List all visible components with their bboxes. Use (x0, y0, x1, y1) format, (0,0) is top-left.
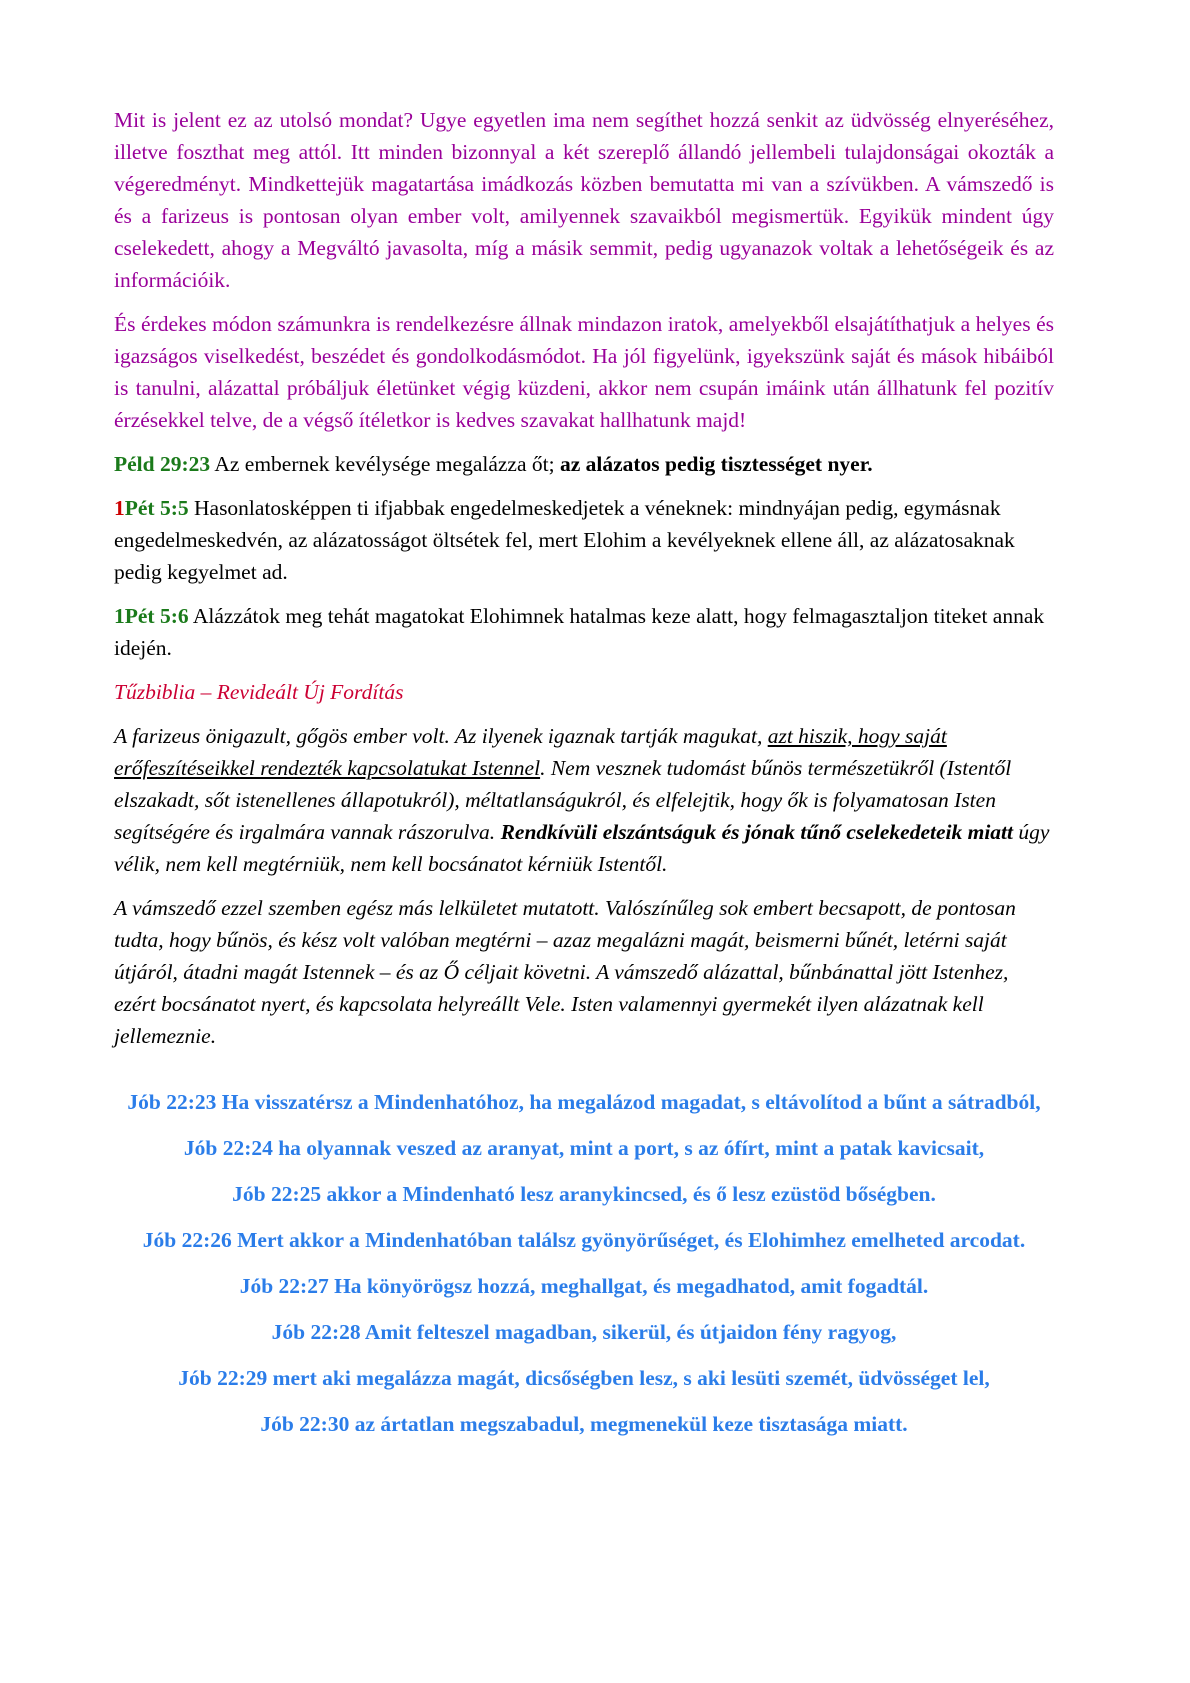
job-verse: Jób 22:26 Mert akkor a Mindenhatóban találsz gyönyörűséget, és Elohimhez emelheted arcodat. (142, 1228, 1026, 1252)
verse-ref: Péld 29:23 (114, 452, 211, 476)
verse-text: Alázzátok meg tehát magatokat Elohimnek hatalmas keze alatt, hogy felmagasztaljon titeket annak idején. (114, 604, 1045, 660)
commentary-text: A farizeus önigazult, gőgös ember volt. Az ilyenek igaznak tartják magukat, (114, 724, 768, 748)
verse-1pet-5-5 (114, 492, 1054, 588)
job-verses (114, 1086, 1054, 1440)
verse-ref-number: 1 (114, 496, 125, 520)
verse-text: Hasonlatosképpen ti ifjabbak engedelmeskedjetek a véneknek: mindnyájan pedig, egymásnak engedelmeskedvén, az alázatosságot öltsétek fel, mert Elohim a kevélyeknek ellene áll, az alázatosaknak pedig kegyelmet ad. (114, 496, 1015, 584)
job-verse: Jób 22:23 Ha visszatérsz a Mindenhatóhoz, ha megalázod magadat, s eltávolítod a bűnt a sátradból, (127, 1090, 1041, 1114)
verse-1pet-5-6 (114, 600, 1054, 664)
job-verse: Jób 22:28 Amit felteszel magadban, sikerül, és útjaidon fény ragyog, (271, 1320, 897, 1344)
job-verse: Jób 22:27 Ha könyörögsz hozzá, meghallgat, és megadhatod, amit fogadtál. (239, 1274, 929, 1298)
verse-ref: 1Pét 5:6 (114, 604, 189, 628)
source-label: Tűzbiblia – Revideált Új Fordítás (114, 680, 404, 704)
verse-peld-29-23 (114, 448, 1054, 480)
job-verse: Jób 22:25 akkor a Mindenható lesz aranykincsed, és ő lesz ezüstöd bőségben. (232, 1182, 936, 1206)
job-verse: Jób 22:29 mert aki megalázza magát, dicsőségben lesz, s aki lesüti szemét, üdvösséget lel, (178, 1366, 990, 1390)
verse-text: Az embernek kevélysége megalázza őt; (210, 452, 560, 476)
commentary-text: úgy vélik, nem kell megtérniük, nem kell bocsánatot kérniük Istentől. (114, 820, 1050, 876)
commentary-underlined: azt hiszik, hogy saját erőfeszítéseikkel rendezték kapcsolatukat Istennel (114, 724, 947, 780)
commentary-paragraph-2: A vámszedő ezzel szemben egész más lelkületet mutatott. Valószínűleg sok embert becsapott, de pontosan tudta, hogy bűnös, és kész volt valóban megtérni – azaz megalázni magát, beismerni bűnét, letérni saját útjáról, átadni magát Istennek – és az Ő céljait követni. A vámszedő alázattal, bűnbánattal jött Istenhez, ezért bocsánatot nyert, és kapcsolata helyreállt Vele. Isten valamennyi gyermekét ilyen alázatnak kell jellemeznie. (114, 896, 1016, 1048)
paragraph-1: Mit is jelent ez az utolsó mondat? Ugye egyetlen ima nem segíthet hozzá senkit az üdvösség elnyeréséhez, illetve foszthat meg attól. Itt minden bizonnyal a két szereplő állandó jellembeli tulajdonságai okozták a végeredményt. Mindkettejük magatartása imádkozás közben bemutatta mi van a szívükben. A vámszedő is és a farizeus is pontosan olyan ember volt, amilyennek szavaikból megismertük. Egyikük mindent úgy cselekedett, ahogy a Megváltó javasolta, míg a másik semmit, pedig ugyanazok voltak a lehetőségeik és az információik. (114, 108, 1054, 292)
verse-text-bold: az alázatos pedig tisztességet nyer. (559, 452, 873, 476)
job-verse: Jób 22:30 az ártatlan megszabadul, megmenekül keze tisztasága miatt. (260, 1412, 908, 1436)
commentary-bold: Rendkívüli elszántságuk és jónak tűnő cselekedeteik miatt (500, 820, 1013, 844)
commentary-text: . Nem vesznek tudomást bűnös természetükről (Istentől elszakadt, sőt istenellenes állapotukról), méltatlanságukról, és elfelejtik, hogy ők is folyamatosan Isten segítségére és irgalmára vannak rászorulva. (114, 756, 1012, 844)
commentary-paragraph-1 (114, 720, 1054, 880)
verse-ref: Pét 5:5 (124, 496, 189, 520)
document-page (114, 104, 1054, 1454)
job-verse: Jób 22:24 ha olyannak veszed az aranyat, mint a port, s az ófírt, mint a patak kavicsait, (183, 1136, 985, 1160)
paragraph-2: És érdekes módon számunkra is rendelkezésre állnak mindazon iratok, amelyekből elsajátíthatjuk a helyes és igazságos viselkedést, beszédet és gondolkodásmódot. Ha jól figyelünk, igyekszünk saját és mások hibáiból is tanulni, alázattal próbáljuk életünket végig küzdeni, akkor nem csupán imáink után állhatunk fel pozitív érzésekkel telve, de a végső ítéletkor is kedves szavakat hallhatunk majd! (114, 312, 1054, 432)
